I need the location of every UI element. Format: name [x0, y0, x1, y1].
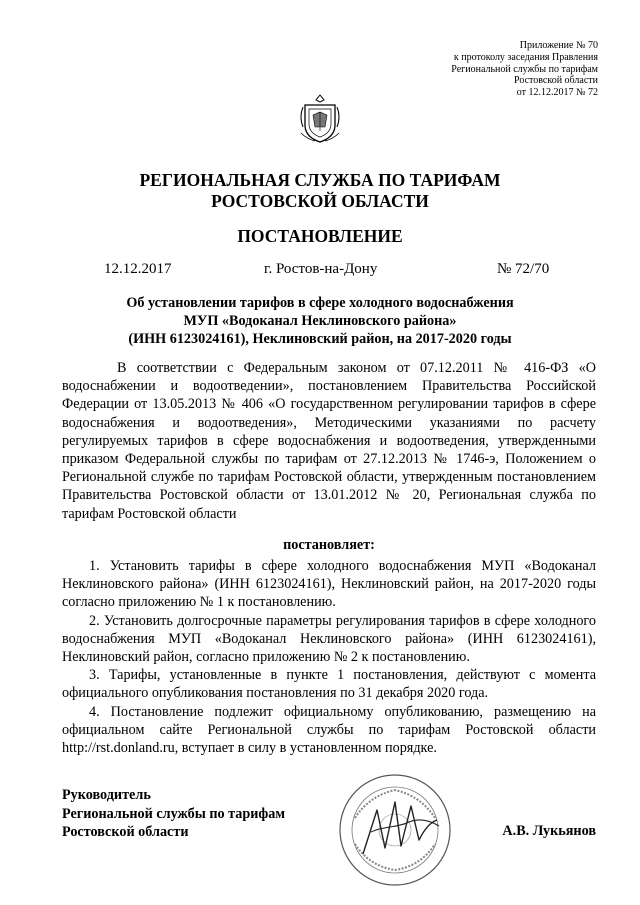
annex-reference — [378, 40, 598, 99]
resolves-heading: постановляет: — [283, 537, 375, 553]
signer-name: А.В. Лукьянов — [502, 823, 596, 839]
document-date: 12.12.2017 — [104, 261, 172, 277]
subject-line: Об установлении тарифов в сфере холодного водоснабжения — [126, 295, 514, 311]
organization-title — [60, 170, 580, 212]
resolution-item: 3. Тарифы, установленные в пункте 1 постановления, действуют с момента официального опубликования постановления по 31 декабря 2020 года. — [62, 667, 596, 702]
coat-of-arms-emblem — [297, 93, 343, 145]
resolution-item: 2. Установить долгосрочные параметры регулирования тарифов в сфере холодного водоснабжения МУП «Водоканал Неклиновского района» (ИНН 6123024161), Неклиновский район, согласно приложению № 2 к постановлению. — [62, 612, 596, 666]
preamble-paragraph: В соответствии с Федеральным законом от 07.12.2011 № 416-ФЗ «О водоснабжении и водоотведении», постановлением Правительства Российской Федерации от 13.05.2013 № 406 «О государственном регулировании тарифов в сфере водоснабжения и водоотведения», Методическими указаниями по расчету регулируемых тарифов в сфере водоснабжения и водоотведения, утвержденными приказом Федеральной службы по тарифам от 27.12.2013 № 1746-э, Положением о Региональной службе по тарифам Ростовской области, утвержденным постановлением Правительства Ростовской области от 13.01.2012 № 20, Региональная служба по тарифам Ростовской области — [62, 360, 596, 522]
signer-title-line: Региональной службы по тарифам — [62, 805, 286, 822]
document-number: № 72/70 — [497, 261, 550, 277]
annex-line: Приложение № 70 — [519, 40, 598, 51]
document-place: г. Ростов-на-Дону — [264, 261, 378, 277]
resolution-item: 1. Установить тарифы в сфере холодного водоснабжения МУП «Водоканал Неклиновского района» (ИНН 6123024161), Неклиновский район, на 2017-2020 годы согласно приложению № 1 к постановлению. — [62, 558, 596, 611]
resolution-items — [62, 557, 596, 757]
annex-line: Региональной службы по тарифам — [451, 63, 598, 75]
resolution-item: 4. Постановление подлежит официальному опубликованию, размещению на официальном сайте Региональной службы по тарифам Ростовской области http://rst.donland.ru, вступает в силу в установленном порядке. — [62, 703, 596, 757]
subject-line: (ИНН 6123024161), Неклиновский район, на 2017-2020 годы — [128, 331, 512, 347]
organization-title-line: РЕГИОНАЛЬНАЯ СЛУЖБА ПО ТАРИФАМ — [139, 170, 501, 190]
annex-line: Ростовской области — [514, 75, 598, 87]
official-stamp-with-signature — [335, 770, 455, 890]
signer-title-line: Руководитель — [62, 787, 151, 803]
annex-line: от 12.12.2017 № 72 — [516, 87, 598, 99]
subject-line: МУП «Водоканал Неклиновского района» — [183, 313, 457, 329]
signer-title — [62, 786, 285, 842]
organization-title-line: РОСТОВСКОЙ ОБЛАСТИ — [211, 191, 429, 211]
signer-title-line: Ростовской области — [62, 824, 189, 840]
document-subject — [80, 294, 560, 348]
document-type-title: ПОСТАНОВЛЕНИЕ — [237, 226, 403, 246]
annex-line: к протоколу заседания Правления — [453, 51, 598, 63]
